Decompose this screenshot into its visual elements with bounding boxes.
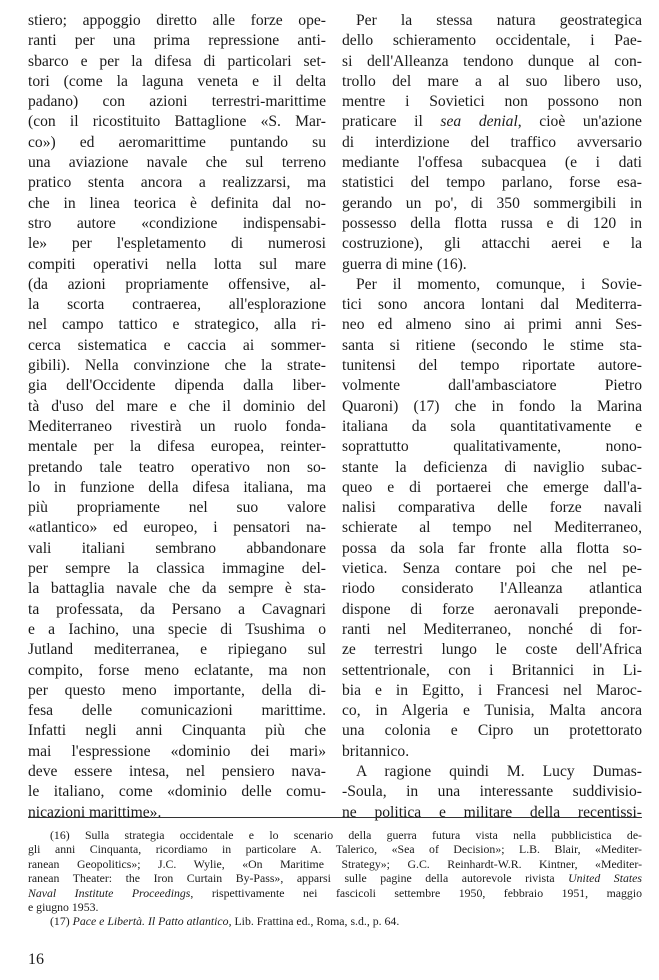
text-line: fesa delle comunicazioni marittime. <box>28 702 326 720</box>
text-line: dello schieramento occidentale, i Pae- <box>342 32 642 50</box>
text-line: Per il momento, comunque, i Sovie- <box>356 275 642 293</box>
footnote-line-italic: United States <box>568 871 642 886</box>
footnote-line-segment: , rispettivamente nei fascicoli settembre 1950, febbraio 1951, maggio <box>190 885 643 900</box>
footnote-line: ranean Geopolitics»; J.C. Wylie, «On Maritime Strategy»; G.C. Reinhardt-W.R. Kintner, «Mediter- <box>28 856 642 871</box>
text-line: tunitensi del tempo riportate autore- <box>342 357 642 375</box>
text-line: santa si ritiene (secondo le stime sta- <box>342 336 642 354</box>
text-line: nel campo tattico e strategico, alla ri- <box>28 316 326 334</box>
text-line: (con il ricostituito Battaglione «S. Mar- <box>28 113 326 131</box>
text-line: deve essere intesa, nel pensiero nava- <box>28 762 326 780</box>
text-line: lo in funzione della difesa italiana, ma <box>28 478 326 496</box>
text-line: settentrionale, con i Britannici in Li- <box>342 661 642 679</box>
text-line: britannico. <box>342 742 410 760</box>
text-line: Quaroni) (17) che in fondo la Marina <box>342 397 642 415</box>
text-line: queo e di portaerei che emerge dall'a- <box>342 478 642 496</box>
text-line: padano) con azioni terrestri-marittime <box>28 93 326 111</box>
footnote-line <box>28 886 642 900</box>
text-line: Mediterraneo rivestirà un ruolo fonda- <box>28 417 326 435</box>
text-line: possesso della flotta russa e di 120 in <box>342 214 642 232</box>
text-line: e a Iachino, una specie di Tsushima o <box>28 620 326 638</box>
text-line: gibili). Nella convinzione che la strate- <box>28 357 326 375</box>
text-line: Jutland mediterranea, e ripiegano sul <box>28 641 326 659</box>
text-line: co, in Algeria e Tunisia, Malta ancora <box>342 702 642 720</box>
text-line: vali italiani sembrano abbandonare <box>28 539 326 557</box>
text-line: co») ed aeromarittime puntando su <box>28 133 326 151</box>
text-line: cerca sistematica e caccia ai sommer- <box>28 336 326 354</box>
text-line: dispone di forze aeronavali preponde- <box>342 600 642 618</box>
text-line: le» per l'espletamento di numerosi <box>28 235 326 253</box>
text-column-right <box>342 11 642 823</box>
text-line: sbarco e per la difesa di particolari set- <box>28 52 326 70</box>
text-line: per questo meno importante, della di- <box>28 681 326 699</box>
text-line: stante la deficienza di naviglio subac- <box>342 458 642 476</box>
text-line: nalisi comparativa delle forze navali <box>342 499 642 517</box>
text-line: pretando tale teatro operativo non so- <box>28 458 326 476</box>
text-line: bia e in Egitto, i Francesi nel Maroc- <box>342 681 642 699</box>
text-line: vietica. Senza contare poi che nel pe- <box>342 560 642 578</box>
text-line: tici sono ancora lontani dal Mediterra- <box>342 296 642 314</box>
text-line: riodo considerato l'Alleanza atlantica <box>342 580 642 598</box>
text-line: A ragione quindi M. Lucy Dumas- <box>356 762 642 780</box>
footnote-line: (16) Sulla strategia occidentale e lo scenario della guerra futura vista nella pubblicistica de- <box>50 828 642 842</box>
footnotes <box>28 817 642 929</box>
footnote-line <box>28 914 642 928</box>
text-line: volmente dall'ambasciatore Pietro <box>342 377 642 395</box>
text-line: che in linea teorica è definita dal no- <box>28 194 326 212</box>
text-line: Per la stessa natura geostrategica <box>356 12 642 29</box>
text-line: più propriamente nel suo valore <box>28 499 326 517</box>
text-line: si dell'Alleanza tendono dunque al con- <box>342 52 642 70</box>
text-line <box>342 112 642 132</box>
text-line: per sempre la classica immagine del- <box>28 560 326 578</box>
text-line: la battaglia navale che da sempre è sta- <box>28 580 326 598</box>
text-line: statistici del tempo parlano, forse esa- <box>342 174 642 192</box>
text-line: gia dell'Occidente dipenda dalla liber- <box>28 377 326 395</box>
text-line: ranti nel Mediterraneo, nonché di for- <box>342 620 642 638</box>
text-line: stiero; appoggio diretto alle forze ope- <box>28 12 326 29</box>
text-line: -Soula, in una interessante suddivisio- <box>342 783 642 801</box>
text-line: mentre i Sovietici non possono non <box>342 93 642 111</box>
text-line: tà d'uso del mare e che il dominio del <box>28 397 326 415</box>
text-line: la scorta contraerea, all'esplorazione <box>28 296 326 314</box>
text-line: schierate al tempo nel Mediterraneo, <box>342 519 642 537</box>
text-line: ranti per una prima repressione anti- <box>28 32 326 50</box>
text-line-segment: , cioè un'azione <box>517 113 642 131</box>
footnote-line-italic: Pace e Libertà. Il Patto atlantico <box>72 914 229 929</box>
text-line: compiti operativi nella lotta sul mare <box>28 255 326 273</box>
text-line: le italiano, come «dominio delle comu- <box>28 783 326 801</box>
footnote-line <box>28 871 642 885</box>
footnote-line-segment: , Lib. Frattina ed., Roma, s.d., p. 64. <box>228 914 400 929</box>
text-line: di interdizione del traffico avversario <box>342 133 642 151</box>
text-line: italiana da sola quantitativamente e <box>342 417 642 435</box>
text-line: possa da sola far fronte alla flotta so- <box>342 539 642 557</box>
text-line: guerra di mine (16). <box>342 255 467 273</box>
text-line: mai l'espressione «dominio dei mari» <box>28 742 326 760</box>
text-line: ze terrestri lungo le coste dell'Africa <box>342 641 642 659</box>
text-line: pratico stenta ancora a realizzarsi, ma <box>28 174 326 192</box>
text-line: tori (come la laguna veneta e il delta <box>28 72 326 90</box>
footnote-line: e giugno 1953. <box>28 899 99 914</box>
text-line: nicazioni marittime». <box>28 803 162 821</box>
footnote-line: gli anni Cinquanta, ricordiamo in particolare A. Talerico, «Sea of Decision»; L.B. Blair, «Mediter- <box>28 842 642 857</box>
text-line: Infatti negli anni Cinquanta più che <box>28 722 326 740</box>
text-line: ne politica e militare della recentissi- <box>342 803 642 821</box>
text-line: una colonia e Cipro un protettorato <box>342 722 642 740</box>
text-line: trollo del mare a al suo libero uso, <box>342 72 642 90</box>
footnote-line-segment: ranean Theater: the Iron Curtain By-Pass», apparsi sulle pagine della autorevole rivista <box>28 871 569 886</box>
text-line: mediante l'offesa subacquea (e i dati <box>342 154 642 172</box>
text-line: gerando un po', di 350 sommergibili in <box>342 194 642 212</box>
text-line: una aviazione navale che sul terreno <box>28 154 326 172</box>
footnote-line-segment: (17) <box>50 914 73 929</box>
footnote-line-italic: Naval Institute Proceedings <box>28 885 191 900</box>
text-line: (da azioni propriamente offensive, al- <box>28 275 326 293</box>
page-number: 16 <box>28 951 44 968</box>
text-line: mentale per la difesa europea, reinter- <box>28 438 326 456</box>
text-line: costruzione), gli attacchi aerei e la <box>342 235 642 253</box>
text-line-italic: sea denial <box>440 113 518 131</box>
text-line: soprattutto qualitativamente, nono- <box>342 438 642 456</box>
text-line: compito, forse meno eclatante, ma non <box>28 661 326 679</box>
text-line: neo ed almeno sino ai primi anni Ses- <box>342 316 642 334</box>
text-line: ta professata, da Persano a Cavagnari <box>28 600 326 618</box>
text-column-left <box>28 11 326 823</box>
text-line-segment: praticare il <box>342 113 441 131</box>
text-line: «atlantico» ed europeo, i pensatori na- <box>28 519 326 537</box>
text-line: stro autore «condizione indispensabi- <box>28 214 326 232</box>
